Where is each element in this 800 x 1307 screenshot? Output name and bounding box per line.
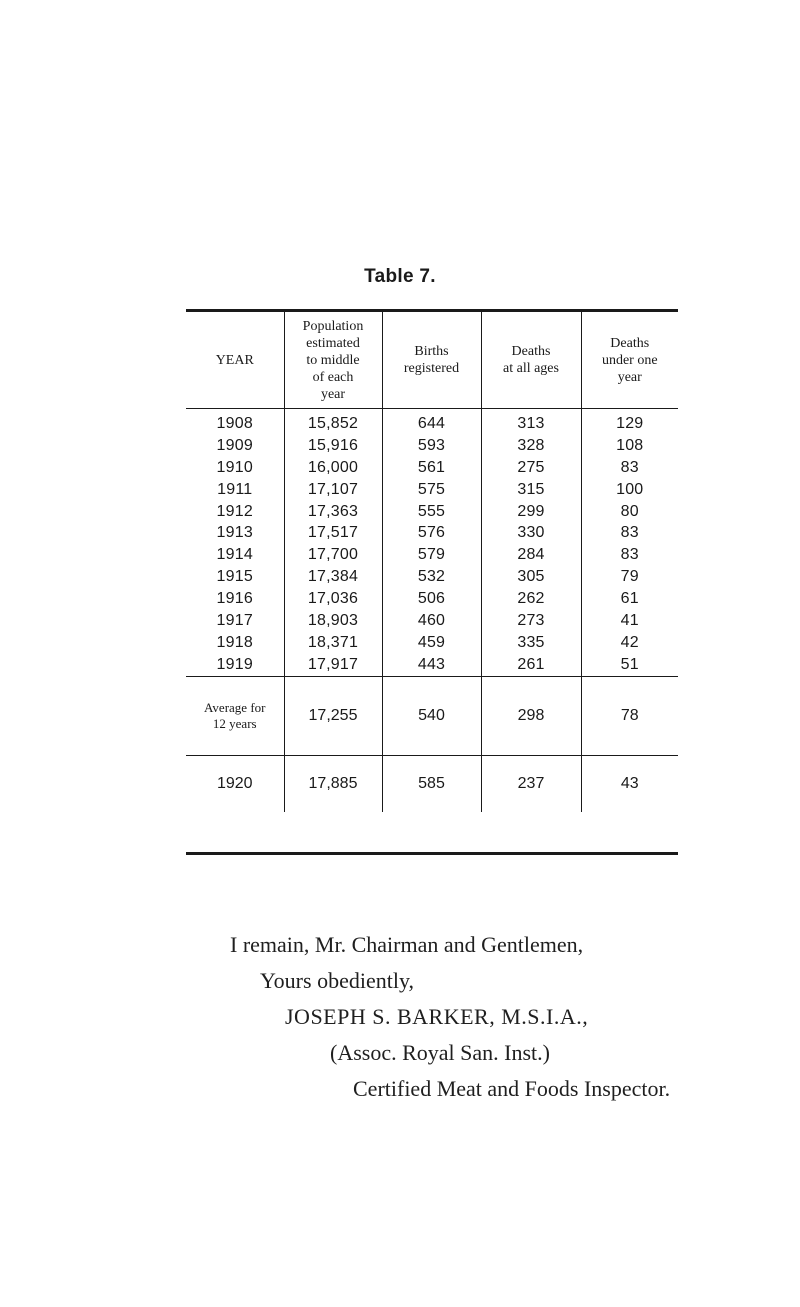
cell-population: 16,000: [284, 457, 382, 479]
cell-population: 17,036: [284, 588, 382, 610]
cell-year: 1915: [216, 568, 253, 586]
average-births: 540: [382, 676, 481, 755]
table-row: [186, 522, 678, 544]
cell-births: 561: [382, 457, 481, 479]
header-population: Population estimated to middle of each year: [284, 312, 382, 409]
cell-population: 15,852: [284, 409, 382, 435]
cell-deaths: 275: [481, 457, 581, 479]
table-row: [186, 654, 678, 676]
cell-year: 1911: [217, 480, 253, 498]
cell-infant-deaths: 51: [581, 654, 678, 676]
cell-population: 18,371: [284, 632, 382, 654]
cell-year: 1909: [216, 436, 253, 454]
cell-infant-deaths: 83: [581, 522, 678, 544]
cell-population: 17,384: [284, 566, 382, 588]
cell-infant-deaths: 61: [581, 588, 678, 610]
cell-births: 506: [382, 588, 481, 610]
table-row: [186, 588, 678, 610]
cell-deaths: 335: [481, 632, 581, 654]
cell-births: 576: [382, 522, 481, 544]
cell-year: 1919: [216, 655, 253, 673]
cell-births: 555: [382, 501, 481, 523]
cell-year: 1914: [216, 546, 253, 564]
header-year: YEAR: [186, 312, 284, 409]
closing-salutation: I remain, Mr. Chairman and Gentlemen,: [230, 932, 584, 957]
table-row: [186, 566, 678, 588]
cell-deaths: 330: [481, 522, 581, 544]
cell-births: 459: [382, 632, 481, 654]
cell-deaths: 328: [481, 435, 581, 457]
table-row: [186, 457, 678, 479]
cell-births: 575: [382, 479, 481, 501]
header-infant-deaths: Deaths under one year: [581, 312, 678, 409]
signatory-title: Certified Meat and Foods Inspector.: [353, 1076, 671, 1101]
cell-infant-deaths: 41: [581, 610, 678, 632]
cell-deaths: 237: [481, 755, 581, 812]
cell-births: 644: [382, 409, 481, 435]
average-deaths: 298: [481, 676, 581, 755]
average-row: [186, 676, 678, 755]
cell-population: 17,700: [284, 544, 382, 566]
cell-population: 15,916: [284, 435, 382, 457]
cell-year: 1913: [216, 524, 253, 542]
cell-deaths: 305: [481, 566, 581, 588]
header-row: [186, 312, 678, 409]
cell-infant-deaths: 83: [581, 544, 678, 566]
cell-population: 17,885: [284, 755, 382, 812]
cell-infant-deaths: 83: [581, 457, 678, 479]
table-row: [186, 409, 678, 435]
signatory-name: JOSEPH S. BARKER, M.S.I.A.,: [285, 1004, 589, 1029]
cell-deaths: 315: [481, 479, 581, 501]
table-row: [186, 610, 678, 632]
cell-infant-deaths: 43: [581, 755, 678, 812]
cell-population: 18,903: [284, 610, 382, 632]
table-row: [186, 544, 678, 566]
cell-births: 579: [382, 544, 481, 566]
cell-births: 593: [382, 435, 481, 457]
table-row: [186, 479, 678, 501]
mortality-table: [186, 309, 678, 855]
signatory-association: (Assoc. Royal San. Inst.): [330, 1040, 550, 1065]
cell-population: 17,917: [284, 654, 382, 676]
cell-infant-deaths: 129: [581, 409, 678, 435]
average-infant-deaths: 78: [581, 676, 678, 755]
year-1920-row: [186, 755, 678, 812]
cell-population: 17,363: [284, 501, 382, 523]
table-row: [186, 632, 678, 654]
cell-births: 532: [382, 566, 481, 588]
cell-infant-deaths: 108: [581, 435, 678, 457]
average-population: 17,255: [284, 676, 382, 755]
cell-births: 443: [382, 654, 481, 676]
table-row: [186, 501, 678, 523]
cell-infant-deaths: 100: [581, 479, 678, 501]
table-row: [186, 435, 678, 457]
header-deaths: Deaths at all ages: [481, 312, 581, 409]
cell-year: 1916: [216, 590, 253, 608]
table-title: Table 7.: [364, 266, 436, 287]
header-births: Births registered: [382, 312, 481, 409]
cell-infant-deaths: 80: [581, 501, 678, 523]
closing-valediction: Yours obediently,: [260, 968, 415, 993]
cell-deaths: 284: [481, 544, 581, 566]
cell-infant-deaths: 42: [581, 632, 678, 654]
cell-births: 460: [382, 610, 481, 632]
cell-year: 1920: [216, 774, 253, 792]
average-label: Average for 12 years: [186, 676, 284, 755]
cell-deaths: 261: [481, 654, 581, 676]
cell-deaths: 262: [481, 588, 581, 610]
cell-births: 585: [382, 755, 481, 812]
cell-deaths: 273: [481, 610, 581, 632]
cell-population: 17,107: [284, 479, 382, 501]
cell-year: 1918: [216, 633, 253, 651]
cell-year: 1910: [216, 458, 253, 476]
cell-deaths: 299: [481, 501, 581, 523]
cell-year: 1912: [216, 502, 253, 520]
cell-deaths: 313: [481, 409, 581, 435]
cell-year: 1917: [216, 611, 253, 629]
cell-population: 17,517: [284, 522, 382, 544]
cell-year: 1908: [216, 414, 253, 432]
cell-infant-deaths: 79: [581, 566, 678, 588]
